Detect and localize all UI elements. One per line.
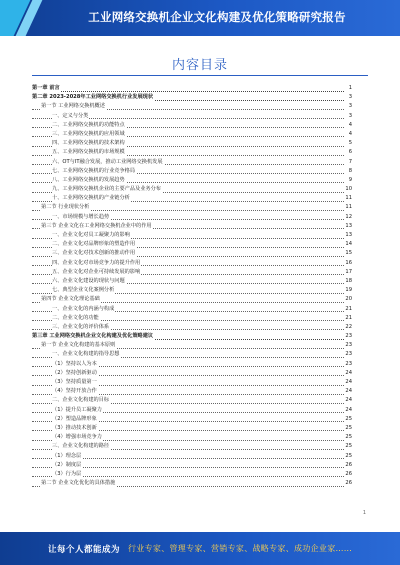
toc-entry-label: 四、工业网络交换机的技术架构 [52,139,126,148]
toc-entry[interactable] [32,158,352,167]
toc-entry-label: 五、企业文化对企业可持续发展的影响 [52,268,141,277]
toc-entry[interactable] [32,415,352,424]
toc-entry-label: （1）理念层 [52,452,82,461]
toc-entry[interactable] [32,406,352,415]
toc-entry-page: 3 [344,112,352,121]
toc-entry-label: 三、工业网络交换机的应用领域 [52,130,126,139]
toc-entry[interactable] [32,176,352,185]
toc-entry-label: 第二节 行业现状分析 [41,203,90,212]
toc-entry-page: 20 [344,295,352,304]
toc-entry-page: 23 [344,332,352,341]
toc-entry-page: 22 [344,323,352,332]
toc-entry[interactable] [32,396,352,405]
toc-entry[interactable] [32,378,352,387]
toc-entry-page: 11 [344,203,352,212]
report-title: 工业网络交换机企业文化构建及优化策略研究报告 [88,10,346,24]
toc-entry-page: 21 [344,305,352,314]
toc-entry-label: 七、典型企业文化案例分析 [52,286,115,295]
toc-entry-label: 一、定义与分类 [52,112,89,121]
toc-entry-page: 4 [344,130,352,139]
toc-entry-label: 九、工业网络交换机企业的主要产品及业务分布 [52,185,162,194]
toc-entry-page: 9 [344,176,352,185]
toc-entry[interactable] [32,167,352,176]
toc-entry-label: （2）塑造品牌形象 [52,415,98,424]
toc-entry-label: （3）行为层 [52,470,82,479]
toc-entry[interactable] [32,360,352,369]
toc-entry[interactable] [32,130,352,139]
toc-heading: 内容目录 [171,58,228,73]
toc-entry-label: （4）增强市场竞争力 [52,433,103,442]
toc-entry[interactable] [32,332,352,341]
toc-entry[interactable] [32,433,352,442]
footer-slogan: 让每个人都能成为 [48,545,121,555]
toc-entry-page: 10 [344,185,352,194]
toc-entry-label: 六、OT与IT融合发展，推动工业网络交换机发展 [52,158,164,167]
toc-entry[interactable] [32,442,352,451]
toc-entry-page: 4 [344,121,352,130]
toc-entry[interactable] [32,341,352,350]
toc-entry-page: 14 [344,240,352,249]
toc-entry[interactable] [32,295,352,304]
toc-entry-label: 第三章 工业网络交换机企业文化构建及优化策略建议 [32,332,154,341]
toc-heading-underline [32,75,368,76]
toc-entry-label: （2）制度层 [52,461,82,470]
toc-entry-page: 13 [344,222,352,231]
toc-entry-page: 3 [344,102,352,111]
toc-entry-page: 21 [344,314,352,323]
toc-entry-page: 23 [344,360,352,369]
toc-entry[interactable] [32,148,352,157]
toc-entry-page: 25 [344,442,352,451]
toc-entry[interactable] [32,93,352,102]
report-header-banner [0,0,400,36]
toc-entry-label: 三、企业文化对技术创新的推动作用 [52,249,136,258]
toc-entry-page: 3 [344,93,352,102]
toc-entry-page: 11 [344,194,352,203]
toc-entry-label: 第一节 工业网络交换机概述 [41,102,106,111]
toc-entry-label: 第三节 企业文化在工业网络交换机企业中的作用 [41,222,153,231]
toc-entry-page: 1 [344,84,352,93]
toc-entry-label: 第二章 2023-2028年工业网络交换机行业发展现状 [32,93,154,102]
toc-leader-dots [32,84,344,92]
toc-entry-label: 七、工业网络交换机的行业竞争格局 [52,167,136,176]
toc-entry-page: 24 [344,396,352,405]
toc-entry-label: 第一章 前言 [32,84,61,93]
toc-entry-label: （4）坚持开放合作 [52,387,98,396]
toc-entry-page: 16 [344,259,352,268]
toc-entry[interactable] [32,323,352,332]
toc-entry-label: 第二节 企业文化优化的具体措施 [41,479,116,488]
toc-entry[interactable] [32,387,352,396]
toc-entry-page: 24 [344,369,352,378]
toc-entry-label: 二、工业网络交换机的功能特点 [52,121,126,130]
toc-entry-page: 6 [344,148,352,157]
toc-entry-page: 18 [344,277,352,286]
toc-entry[interactable] [32,286,352,295]
toc-entry[interactable] [32,305,352,314]
toc-entry[interactable] [32,350,352,359]
toc-entry-page: 25 [344,424,352,433]
footer-banner [0,532,400,565]
toc-entry[interactable] [32,102,352,111]
toc-entry-label: （2）坚持创新驱动 [52,369,98,378]
toc-entry-label: 一、企业文化的内涵与构成 [52,305,115,314]
page-number: 1 [362,510,366,516]
toc-entry-label: 二、企业文化的功能 [52,314,100,323]
toc-entry-label: 四、企业文化对市场竞争力的提升作用 [52,259,141,268]
toc-entry[interactable] [32,121,352,130]
toc-entry[interactable] [32,139,352,148]
toc-entry[interactable] [32,470,352,479]
toc-entry[interactable] [32,268,352,277]
toc-entry-label: 一、市场规模与增长趋势 [52,213,110,222]
toc-entry[interactable] [32,84,352,93]
toc-entry[interactable] [32,203,352,212]
footer-tagline: 行业专家、管理专家、营销专家、战略专家、成功企业家…… [128,544,353,553]
toc-entry[interactable] [32,452,352,461]
toc-entry[interactable] [32,194,352,203]
toc-entry-page: 12 [344,213,352,222]
toc-entry[interactable] [32,424,352,433]
toc-entry-page: 25 [344,452,352,461]
toc-entry-label: 六、企业文化建设的现状与问题 [52,277,126,286]
toc-entry-page: 15 [344,249,352,258]
toc-entry-page: 23 [344,341,352,350]
toc-entry-page: 19 [344,286,352,295]
toc-entry-label: （3）推动技术创新 [52,424,98,433]
toc-entry-label: （3）坚持质量第一 [52,378,98,387]
toc-entry-label: 五、工业网络交换机的市场规模 [52,148,126,157]
toc-entry-label: （1）提升员工凝聚力 [52,406,103,415]
toc-entry-page: 23 [344,350,352,359]
toc-entry-page: 24 [344,378,352,387]
toc-entry-label: 二、企业文化构建的目标 [52,396,110,405]
toc-entry-page: 25 [344,433,352,442]
toc-entry-label: 第一节 企业文化构建的基本原则 [41,341,116,350]
toc-entry[interactable] [32,249,352,258]
toc-entry-label: （1）坚持以人为本 [52,360,98,369]
toc-entry[interactable] [32,314,352,323]
toc-entry-page: 8 [344,167,352,176]
table-of-contents [32,84,352,488]
toc-entry[interactable] [32,369,352,378]
toc-entry-page: 25 [344,415,352,424]
toc-entry-page: 26 [344,479,352,488]
toc-entry-page: 24 [344,406,352,415]
toc-entry[interactable] [32,259,352,268]
toc-entry[interactable] [32,461,352,470]
toc-entry-page: 13 [344,231,352,240]
toc-entry-label: 一、企业文化构建的指导思想 [52,350,120,359]
toc-entry-label: 一、企业文化对员工凝聚力的影响 [52,231,131,240]
toc-entry-page: 24 [344,387,352,396]
toc-entry[interactable] [32,222,352,231]
toc-entry-label: 三、企业文化的评价体系 [52,323,110,332]
toc-entry[interactable] [32,231,352,240]
toc-entry-label: 十、工业网络交换机的产业链分析 [52,194,131,203]
toc-entry[interactable] [32,213,352,222]
toc-entry[interactable] [32,185,352,194]
toc-entry-label: 第四节 企业文化理论基础 [41,295,101,304]
toc-entry-label: 八、工业网络交换机的发展趋势 [52,176,126,185]
toc-entry-page: 5 [344,139,352,148]
toc-entry-label: 三、企业文化构建的路径 [52,442,110,451]
toc-entry[interactable] [32,112,352,121]
toc-entry-page: 26 [344,461,352,470]
toc-entry[interactable] [32,479,352,488]
toc-entry-page: 26 [344,470,352,479]
toc-entry[interactable] [32,277,352,286]
toc-entry[interactable] [32,240,352,249]
toc-entry-page: 7 [344,158,352,167]
toc-entry-label: 二、企业文化对品牌形象的塑造作用 [52,240,136,249]
toc-entry-page: 17 [344,268,352,277]
